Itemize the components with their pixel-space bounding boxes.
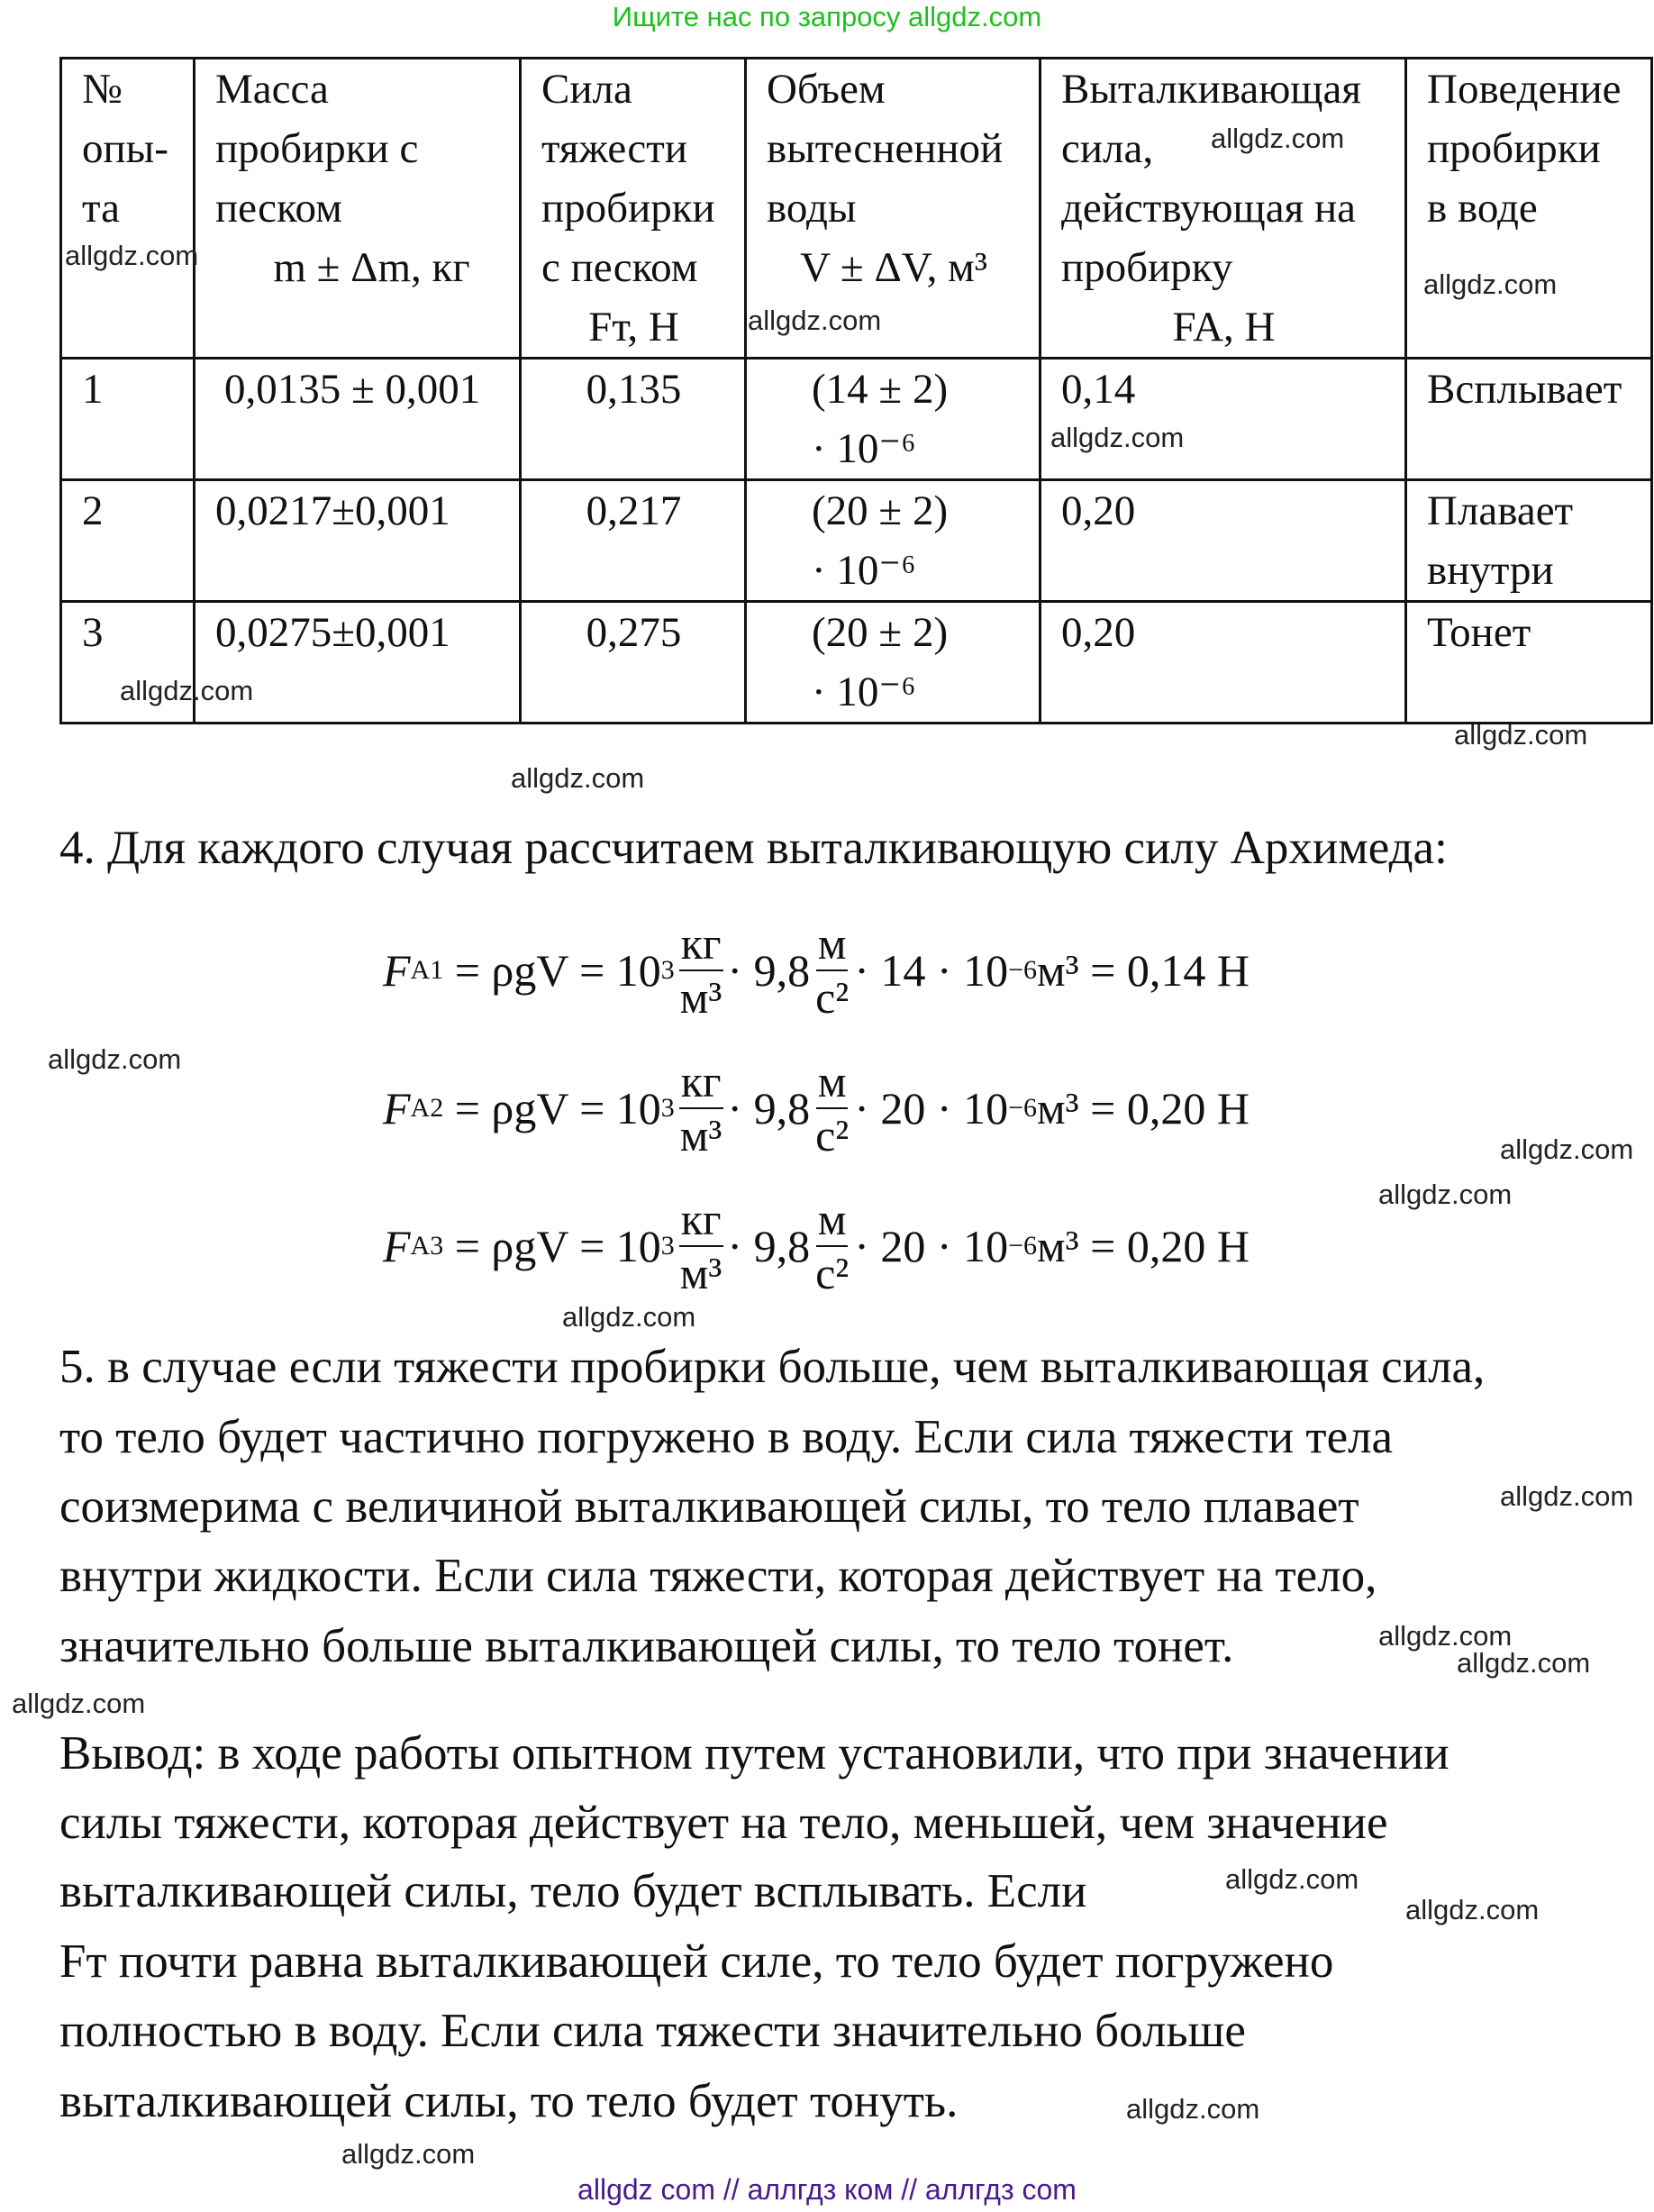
cell-mass: 0,0275±0,001: [195, 602, 521, 724]
cell-text: Выталкивающая: [1061, 66, 1361, 113]
cell-text: Сила: [541, 66, 632, 113]
watermark: allgdz.com: [1423, 269, 1558, 300]
conclusion-line: полностью в воду. Если сила тяжести значительно больше: [59, 2005, 1246, 2057]
cell-behavior: Тонет: [1406, 602, 1652, 724]
watermark: allgdz.com: [1454, 719, 1588, 751]
cell-buoyant-force: 0,20: [1041, 480, 1406, 602]
cell-text: Поведение: [1427, 66, 1622, 113]
cell-volume: [746, 359, 1041, 480]
conclusion-line: выталкивающей силы, тело будет всплывать. Если: [59, 1865, 1087, 1917]
cell-text: опы-: [82, 125, 168, 172]
watermark: allgdz.com: [511, 762, 645, 794]
cell-buoyant-force: 0,14: [1041, 359, 1406, 480]
cell-text: с песком: [541, 244, 698, 291]
cell-text: та: [82, 185, 120, 232]
cell-text: · 10⁻⁶: [812, 425, 916, 472]
cell-text: песком: [215, 185, 342, 232]
footer-watermark: allgdz com // аллгдз ком // аллгдз com: [577, 2173, 1077, 2206]
table-row: [61, 602, 1652, 724]
archimedes-formula: F A1 = ρgV = 10 3 $\frac{кг}{\text{м³}}$ · 9,8 $\frac{м}{\text{с²}}$ · 14 · 10 −6 м³ = 0,14 Н: [383, 918, 1250, 1023]
cell-text: Fт, Н: [588, 304, 679, 350]
header-behavior: [1406, 59, 1652, 359]
step-5-line: значительно больше выталкивающей силы, то тело тонет.: [59, 1620, 1234, 1672]
header-number: [61, 59, 195, 359]
cell-text: m ± Δm, кг: [273, 244, 470, 291]
cell-mass: [195, 359, 521, 480]
cell-text: · 10⁻⁶: [812, 547, 916, 594]
cell-text: (20 ± 2): [812, 487, 949, 534]
conclusion-line: Вывод: в ходе работы опытном путем установили, что при значении: [59, 1727, 1450, 1780]
watermark: allgdz.com: [341, 2138, 476, 2170]
archimedes-formula: F A2 = ρgV = 10 3 $\frac{кг}{\text{м³}}$ · 9,8 $\frac{м}{\text{с²}}$ · 20 · 10 −6 м³ = 0,20 Н: [383, 1056, 1250, 1161]
watermark: allgdz.com: [1126, 2093, 1260, 2125]
watermark: allgdz.com: [120, 675, 254, 706]
watermark: allgdz.com: [1378, 1179, 1513, 1210]
cell-text: 0,0135 ± 0,001: [224, 366, 481, 413]
cell-text: FA, Н: [1172, 304, 1276, 350]
cell-text: 0,275: [586, 609, 682, 656]
cell-text: 0,217: [586, 487, 682, 534]
watermark: allgdz.com: [1500, 1480, 1634, 1512]
watermark: allgdz.com: [1050, 422, 1185, 453]
cell-behavior: Всплывает: [1406, 359, 1652, 480]
cell-text: (20 ± 2): [812, 609, 949, 656]
cell-text: действующая на: [1061, 185, 1356, 232]
watermark: allgdz.com: [1457, 1647, 1591, 1679]
cell-gravity: [521, 602, 746, 724]
archimedes-formula: F A3 = ρgV = 10 3 $\frac{кг}{\text{м³}}$ · 9,8 $\frac{м}{\text{с²}}$ · 20 · 10 −6 м³ = 0,20 Н: [383, 1194, 1250, 1298]
cell-text: вытесненной: [767, 125, 1004, 172]
cell-text: внутри: [1427, 547, 1554, 594]
step-5-line: внутри жидкости. Если сила тяжести, которая действует на тело,: [59, 1550, 1377, 1602]
experiment-table: [59, 57, 1653, 724]
cell-text: 0,135: [586, 366, 682, 413]
header-gravity: [521, 59, 746, 359]
watermark: allgdz.com: [48, 1043, 182, 1075]
cell-text: Объем: [767, 66, 886, 113]
cell-text: пробирки с: [215, 125, 419, 172]
cell-buoyant-force: 0,20: [1041, 602, 1406, 724]
cell-text: (14 ± 2): [812, 366, 949, 413]
step-5-line: соизмерима с величиной выталкивающей силы, то тело плавает: [59, 1480, 1359, 1533]
step-5-line: 5. в случае если тяжести пробирки больше, чем выталкивающая сила,: [59, 1341, 1486, 1393]
cell-text: воды: [767, 185, 857, 232]
header-watermark: Ищите нас по запросу allgdz.com: [612, 1, 1042, 32]
cell-text: Масса: [215, 66, 329, 113]
watermark: allgdz.com: [1500, 1133, 1634, 1165]
cell-volume: [746, 480, 1041, 602]
cell-text: · 10⁻⁶: [812, 669, 916, 715]
cell-text: тяжести: [541, 125, 687, 172]
header-buoyant-force: [1041, 59, 1406, 359]
step-4-text: 4. Для каждого случая рассчитаем выталкивающую силу Архимеда:: [59, 822, 1448, 874]
watermark: allgdz.com: [562, 1301, 696, 1333]
watermark: allgdz.com: [1225, 1863, 1359, 1895]
conclusion-line: Fт почти равна выталкивающей силе, то тело будет погружено: [59, 1935, 1334, 1988]
watermark: allgdz.com: [65, 240, 199, 271]
cell-gravity: [521, 359, 746, 480]
table-row: [61, 359, 1652, 480]
cell-text: Плавает: [1427, 487, 1574, 534]
cell-text: в воде: [1427, 185, 1538, 232]
watermark: allgdz.com: [1378, 1620, 1513, 1652]
cell-text: №: [82, 66, 123, 113]
header-mass: [195, 59, 521, 359]
cell-gravity: [521, 480, 746, 602]
watermark: allgdz.com: [748, 305, 882, 336]
cell-text: сила,: [1061, 125, 1154, 172]
cell-text: пробирку: [1061, 244, 1233, 291]
cell-number: 2: [61, 480, 195, 602]
cell-mass: 0,0217±0,001: [195, 480, 521, 602]
conclusion-line: выталкивающей силы, то тело будет тонуть.: [59, 2075, 959, 2127]
cell-text: V ± ΔV, м³: [800, 244, 987, 291]
conclusion-line: силы тяжести, которая действует на тело, меньшей, чем значение: [59, 1797, 1388, 1849]
cell-number: 3: [61, 602, 195, 724]
watermark: allgdz.com: [1405, 1894, 1540, 1925]
cell-text: пробирки: [1427, 125, 1601, 172]
watermark: allgdz.com: [12, 1688, 146, 1719]
cell-text: пробирки: [541, 185, 715, 232]
cell-volume: [746, 602, 1041, 724]
table-row: [61, 480, 1652, 602]
cell-number: 1: [61, 359, 195, 480]
cell-behavior: [1406, 480, 1652, 602]
step-5-line: то тело будет частично погружено в воду. Если сила тяжести тела: [59, 1411, 1394, 1463]
watermark: allgdz.com: [1211, 123, 1345, 154]
